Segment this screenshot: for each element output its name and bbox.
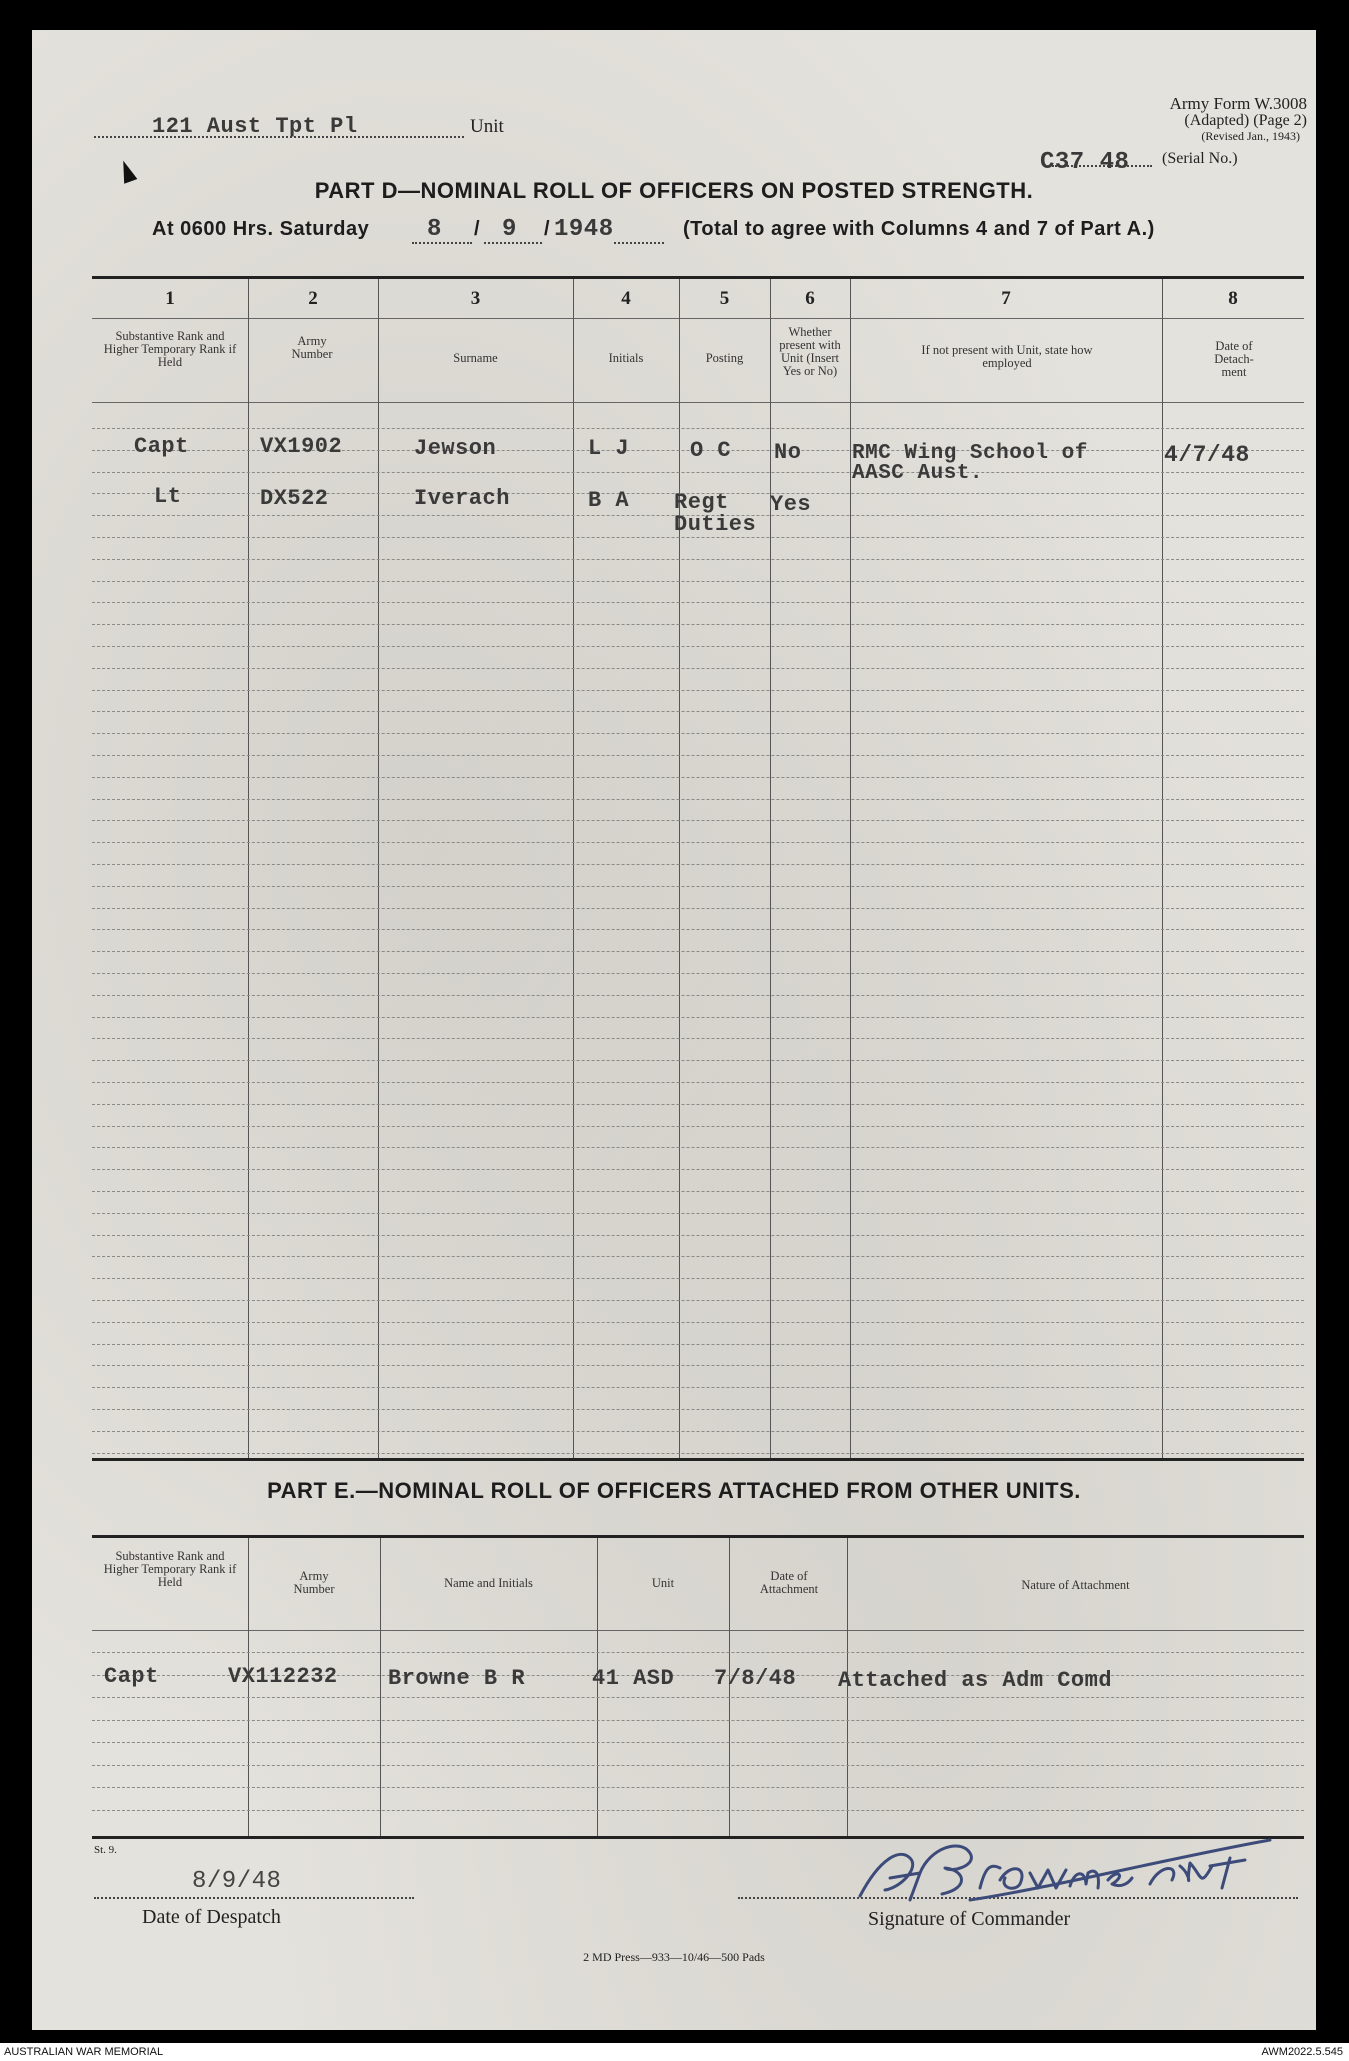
ruled-line — [92, 668, 1304, 669]
e-row1-number: VX112232 — [228, 1664, 338, 1689]
part-e-head-rule — [92, 1630, 1304, 1631]
commander-signature — [850, 1818, 1290, 1908]
ruled-line — [92, 1810, 1304, 1811]
col-num-2: 2 — [308, 288, 318, 309]
adapted-label: (Adapted) (Page 2) — [1184, 112, 1307, 129]
unit-value: 121 Aust Tpt Pl — [152, 114, 358, 139]
date-prefix: At 0600 Hrs. Saturday — [152, 218, 370, 240]
day-value: 8 — [427, 216, 442, 243]
e-head-rank: Substantive Rank and Higher Temporary Rank if Held — [103, 1549, 237, 1589]
ruled-line — [92, 1256, 1304, 1257]
despatch-label: Date of Despatch — [142, 1906, 281, 1928]
month-value: 9 — [502, 216, 517, 243]
ruled-line — [92, 1038, 1304, 1039]
ruled-line — [92, 1017, 1304, 1018]
col-num-4: 4 — [621, 288, 631, 309]
ruled-line — [92, 777, 1304, 778]
form-page — [32, 30, 1316, 2030]
part-d-col-sep — [1162, 279, 1163, 1458]
col-head-posting: Posting — [705, 351, 744, 365]
row1-posting: O C — [690, 438, 732, 463]
archive-credit-strip — [0, 2043, 1349, 2061]
e-head-name: Name and Initials — [444, 1576, 533, 1590]
ruled-line — [92, 995, 1304, 996]
ruled-line — [92, 1787, 1304, 1788]
ruled-line — [92, 1387, 1304, 1388]
part-d-col-sep — [850, 279, 851, 1458]
ruled-line — [92, 1765, 1304, 1766]
signature-label: Signature of Commander — [868, 1908, 1071, 1930]
e-row1-nature: Attached as Adm Comd — [838, 1668, 1113, 1693]
e-head-army-number: Army Number — [293, 1569, 335, 1596]
ruled-line — [92, 581, 1304, 582]
e-head-unit: Unit — [651, 1576, 675, 1590]
col-head-employed: If not present with Unit, state how employed — [921, 343, 1093, 370]
part-d-col-sep — [378, 279, 379, 1458]
revised-label: (Revised Jan., 1943) — [1201, 129, 1300, 143]
row1-initials: L J — [588, 436, 630, 461]
row2-rank: Lt — [154, 484, 182, 509]
serial-value: C37 48 — [1040, 149, 1130, 176]
row1-employed-line2: AASC Aust. — [852, 462, 984, 485]
e-head-date: Date of Attachment — [759, 1569, 819, 1596]
e-row1-unit: 41 ASD — [592, 1666, 675, 1691]
ruled-line — [92, 1213, 1304, 1214]
ruled-line — [92, 1742, 1304, 1743]
ruled-line — [92, 1697, 1304, 1698]
ruled-line — [92, 908, 1304, 909]
ruled-line — [92, 602, 1304, 603]
part-d-bottom-rule — [92, 1458, 1304, 1461]
credit-left: AUSTRALIAN WAR MEMORIAL — [4, 2046, 164, 2058]
part-d-top-rule — [92, 276, 1304, 279]
army-form-label: Army Form W.3008 — [1169, 94, 1307, 113]
ruled-line — [92, 1344, 1304, 1345]
ruled-line — [92, 973, 1304, 974]
ruled-line — [92, 646, 1304, 647]
year-value: 1948 — [554, 216, 614, 243]
slash-2: / — [544, 218, 551, 240]
ruled-line — [92, 799, 1304, 800]
row1-rank: Capt — [134, 434, 189, 459]
ruled-line — [92, 1278, 1304, 1279]
ruled-line — [92, 1300, 1304, 1301]
ruled-line — [92, 1720, 1304, 1721]
row2-surname: Iverach — [414, 486, 510, 511]
total-note: (Total to agree with Columns 4 and 7 of Part A.) — [683, 218, 1155, 240]
ruled-line — [92, 842, 1304, 843]
st-label: St. 9. — [94, 1844, 117, 1856]
row2-present: Yes — [770, 492, 812, 517]
despatch-dotted-line — [94, 1897, 414, 1899]
col-num-8: 8 — [1228, 288, 1238, 309]
year-line — [614, 242, 664, 244]
part-d-col-sep — [770, 279, 771, 1458]
ruled-line — [92, 886, 1304, 887]
row1-surname: Jewson — [414, 436, 497, 461]
row2-number: DX522 — [260, 486, 329, 511]
ruled-line — [92, 1365, 1304, 1366]
col-num-7: 7 — [1001, 288, 1011, 309]
row2-initials: B A — [588, 488, 630, 513]
serial-label: (Serial No.) — [1162, 150, 1238, 167]
col-head-surname: Surname — [453, 351, 498, 365]
col-head-detachment: Date of Detach-ment — [1214, 339, 1254, 379]
e-head-nature: Nature of Attachment — [1021, 1578, 1130, 1592]
ruled-line — [92, 711, 1304, 712]
ruled-line — [92, 1453, 1304, 1454]
ruled-line — [92, 1652, 1304, 1653]
ruled-line — [92, 733, 1304, 734]
ruled-line — [92, 1191, 1304, 1192]
ruled-line — [92, 755, 1304, 756]
ruled-line — [92, 690, 1304, 691]
press-label: 2 MD Press—933—10/46—500 Pads — [583, 1950, 765, 1964]
ruled-line — [92, 820, 1304, 821]
ruled-line — [92, 1409, 1304, 1410]
ruled-line — [92, 929, 1304, 930]
ruled-line — [92, 951, 1304, 952]
col-head-army-number: Army Number — [291, 334, 333, 361]
day-line — [412, 242, 472, 244]
ruled-line — [92, 864, 1304, 865]
row1-employed-line1: RMC Wing School of — [852, 442, 1088, 465]
e-row1-rank: Capt — [104, 1664, 159, 1689]
ruled-line — [92, 1169, 1304, 1170]
part-d-col-sep — [573, 279, 574, 1458]
ruled-line — [92, 1147, 1304, 1148]
slash-1: / — [474, 218, 481, 240]
row2-posting-line1: Regt — [674, 490, 729, 515]
ruled-line — [92, 1060, 1304, 1061]
part-e-title: PART E.—NOMINAL ROLL OF OFFICERS ATTACHED FROM OTHER UNITS. — [267, 1478, 1081, 1503]
ruled-line — [92, 1104, 1304, 1105]
ruled-line — [92, 1322, 1304, 1323]
row1-present: No — [774, 440, 802, 465]
ruled-line — [92, 472, 1304, 473]
ruled-line — [92, 428, 1304, 429]
credit-right: AWM2022.5.545 — [1261, 2046, 1343, 2058]
col-head-present: Whether present with Unit (Insert Yes or No) — [779, 325, 841, 378]
part-d-col-sep — [248, 279, 249, 1458]
part-d-col-sep — [679, 279, 680, 1458]
ruled-line — [92, 1431, 1304, 1432]
row1-date: 4/7/48 — [1164, 442, 1250, 468]
part-e-top-rule — [92, 1535, 1304, 1538]
ruled-line — [92, 624, 1304, 625]
col-num-1: 1 — [165, 288, 175, 309]
col-head-rank: Substantive Rank and Higher Temporary Rank if Held — [103, 329, 237, 369]
ruled-line — [92, 1126, 1304, 1127]
part-d-head-rule — [92, 402, 1304, 403]
ruled-line — [92, 1235, 1304, 1236]
part-d-num-rule — [92, 318, 1304, 319]
unit-label: Unit — [470, 116, 504, 137]
ruled-line — [92, 559, 1304, 560]
col-head-initials: Initials — [608, 351, 644, 365]
row1-number: VX1902 — [260, 434, 343, 459]
ruled-line — [92, 1082, 1304, 1083]
despatch-date-value: 8/9/48 — [192, 1868, 282, 1895]
col-num-6: 6 — [805, 288, 815, 309]
part-d-title: PART D—NOMINAL ROLL OF OFFICERS ON POSTED STRENGTH. — [314, 178, 1034, 203]
e-row1-date: 7/8/48 — [714, 1666, 797, 1691]
col-num-5: 5 — [719, 288, 730, 309]
col-num-3: 3 — [470, 288, 481, 309]
ruled-line — [92, 537, 1304, 538]
e-row1-name: Browne B R — [388, 1666, 526, 1691]
row2-posting-line2: Duties — [674, 512, 757, 537]
